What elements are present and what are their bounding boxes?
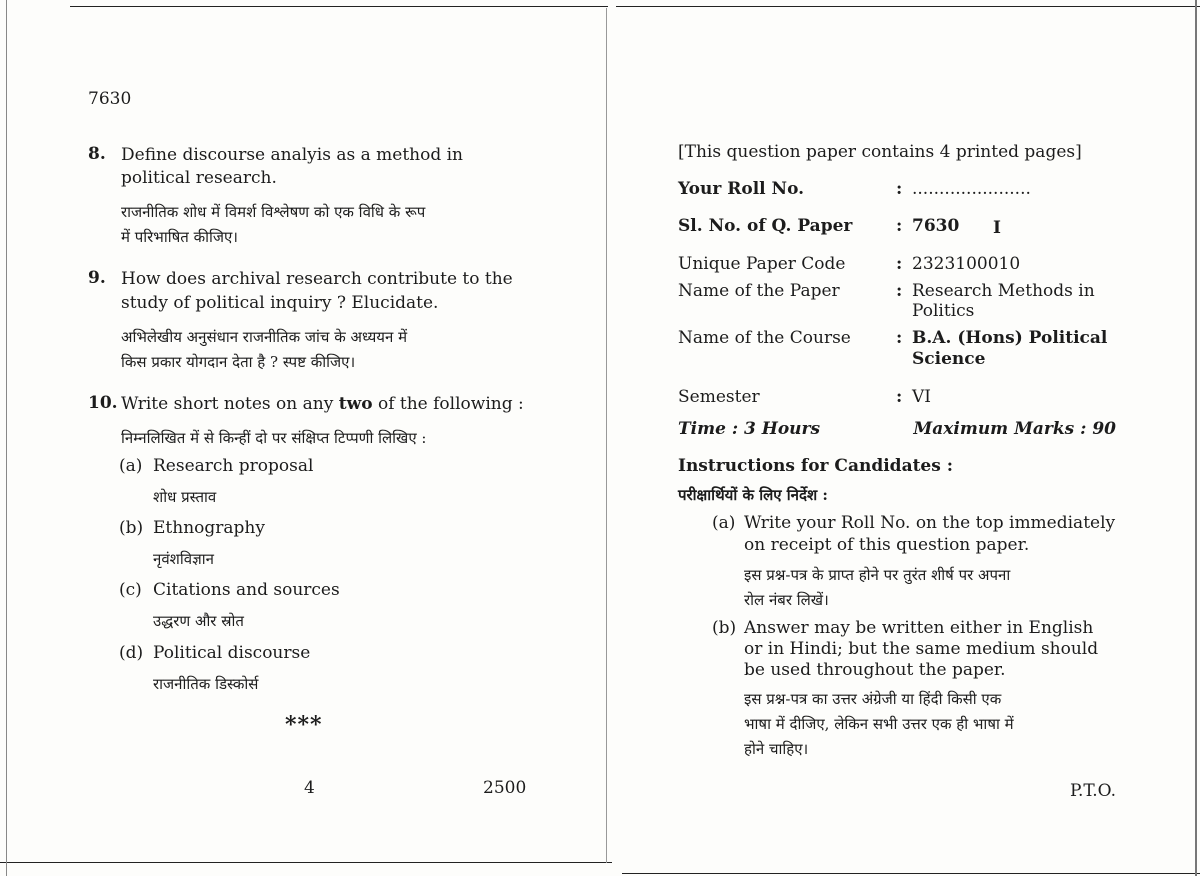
instruction-text-hindi: इस प्रश्न-पत्र के प्राप्त होने पर तुरंत शीर्ष पर अपना — [744, 566, 1011, 584]
right-page-top-border — [616, 6, 1200, 7]
roll-no-blank[interactable]: ...................... — [912, 179, 1031, 199]
field-label: Unique Paper Code — [678, 254, 846, 274]
instruction-label: (b) — [712, 618, 737, 638]
field-value: Research Methods in — [912, 281, 1095, 301]
question-number: 8. — [88, 144, 106, 164]
right-page-edge — [1195, 0, 1197, 876]
question-text-hindi: किस प्रकार योगदान देता है ? स्पष्ट कीजिए। — [121, 353, 356, 371]
field-colon: : — [896, 179, 903, 199]
field-label: Name of the Course — [678, 328, 851, 348]
instruction-text-hindi: इस प्रश्न-पत्र का उत्तर अंग्रेजी या हिंदी किसी एक — [744, 690, 1002, 708]
item-text: Ethnography — [153, 518, 265, 538]
item-label: (b) — [119, 518, 144, 538]
field-label: Semester — [678, 387, 760, 407]
item-label: (a) — [119, 456, 143, 476]
field-colon: : — [896, 387, 903, 407]
field-label: Name of the Paper — [678, 281, 840, 301]
field-value: Science — [912, 349, 986, 369]
question-text: How does archival research contribute to the — [121, 269, 513, 289]
instruction-label: (a) — [712, 513, 736, 533]
set-mark: I — [993, 218, 1001, 238]
instruction-text: or in Hindi; but the same medium should — [744, 639, 1099, 659]
question-text-hindi: में परिभाषित कीजिए। — [121, 228, 238, 246]
question-text: political research. — [121, 168, 277, 188]
instruction-text: on receipt of this question paper. — [744, 535, 1030, 555]
left-page-bottom-border — [0, 862, 612, 863]
question-text — [121, 393, 524, 416]
item-text: Citations and sources — [153, 580, 340, 600]
end-marker: *** — [285, 712, 323, 738]
print-count: 2500 — [483, 778, 527, 798]
item-label: (c) — [119, 580, 142, 600]
field-colon: : — [896, 328, 903, 348]
page-gutter — [606, 8, 607, 863]
question-text: Define discourse analyis as a method in — [121, 145, 464, 165]
item-text-hindi: राजनीतिक डिस्कोर्स — [153, 675, 259, 693]
question-text-emphasis: two — [338, 394, 373, 414]
item-text: Research proposal — [153, 456, 314, 476]
question-number: 10. — [88, 393, 118, 413]
question-text-hindi: निम्नलिखित में से किन्हीं दो पर संक्षिप्त टिप्पणी लिखिए : — [121, 429, 427, 447]
field-value: 2323100010 — [912, 254, 1021, 274]
instruction-text-hindi: रोल नंबर लिखें। — [744, 591, 829, 609]
field-value: VI — [912, 387, 931, 407]
right-page — [612, 0, 1200, 876]
maximum-marks: Maximum Marks : 90 — [913, 419, 1116, 439]
item-label: (d) — [119, 643, 144, 663]
instruction-text: be used throughout the paper. — [744, 660, 1006, 680]
field-colon: : — [896, 254, 903, 274]
please-turn-over: P.T.O. — [1070, 781, 1116, 801]
instruction-text-hindi: होने चाहिए। — [744, 740, 809, 758]
field-label: Sl. No. of Q. Paper — [678, 216, 853, 236]
field-value: 7630 — [912, 216, 960, 236]
instructions-title-hindi: परीक्षार्थियों के लिए निर्देश : — [678, 486, 828, 504]
field-value: Politics — [912, 301, 975, 321]
field-colon: : — [896, 281, 903, 301]
question-text-part: Write short notes on any — [121, 394, 339, 414]
item-text-hindi: नृवंशविज्ञान — [153, 550, 214, 568]
header-note: [This question paper contains 4 printed pages] — [678, 142, 1082, 162]
question-text-hindi: राजनीतिक शोध में विमर्श विश्लेषण को एक विधि के रूप — [121, 203, 426, 221]
item-text-hindi: उद्धरण और स्रोत — [153, 612, 244, 630]
item-text-hindi: शोध प्रस्ताव — [153, 488, 217, 506]
question-text-part: of the following : — [372, 394, 524, 414]
page-number: 4 — [304, 778, 315, 798]
time-allowed: Time : 3 Hours — [678, 419, 821, 439]
instruction-text-hindi: भाषा में दीजिए, लेकिन सभी उत्तर एक ही भाषा में — [744, 715, 1014, 733]
left-page-top-border — [70, 6, 608, 7]
instruction-text: Answer may be written either in English — [744, 618, 1094, 638]
question-text: study of political inquiry ? Elucidate. — [121, 293, 439, 313]
field-value: B.A. (Hons) Political — [912, 328, 1108, 348]
question-text-hindi: अभिलेखीय अनुसंधान राजनीतिक जांच के अध्ययन में — [121, 328, 408, 346]
instruction-text: Write your Roll No. on the top immediately — [744, 513, 1116, 533]
question-number: 9. — [88, 268, 106, 288]
item-text: Political discourse — [153, 643, 311, 663]
right-page-bottom-border — [622, 873, 1200, 874]
field-colon: : — [896, 216, 903, 236]
left-page-edge — [6, 0, 7, 876]
instructions-title: Instructions for Candidates : — [678, 456, 954, 476]
paper-code: 7630 — [88, 89, 132, 109]
field-label: Your Roll No. — [678, 179, 805, 199]
